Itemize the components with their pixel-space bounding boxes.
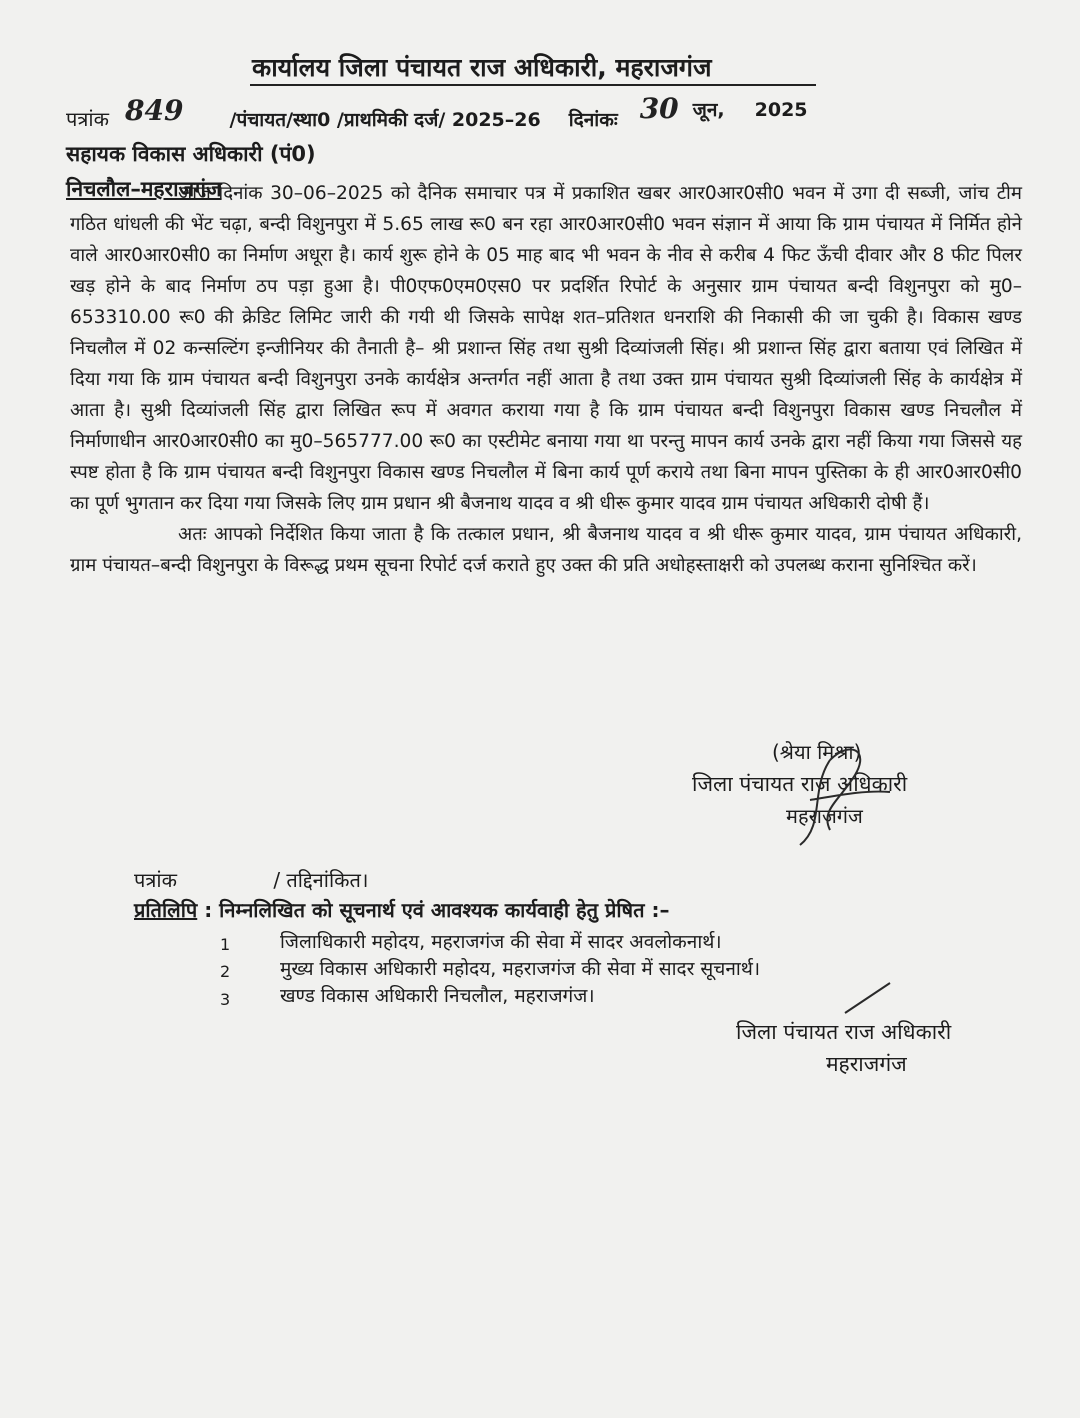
copy-reference-line <box>134 866 614 893</box>
copy-item-text: खण्ड विकास अधिकारी निचलौल, महराजगंज। <box>280 985 595 1007</box>
copy-item-number: 2 <box>220 962 231 981</box>
letter-body <box>70 178 1022 581</box>
copy-item-number: 3 <box>220 990 231 1009</box>
date-month: जून, <box>692 99 725 121</box>
addressee-place: निचलौल–महराजगंज <box>66 177 222 201</box>
reference-line <box>66 92 1006 133</box>
initial-stroke <box>840 978 900 1018</box>
addressee-designation: सहायक विकास अधिकारी (पं0) <box>66 142 316 166</box>
signatory-designation: जिला पंचायत राज अधिकारी <box>692 772 908 796</box>
body-paragraph-2: अतः आपको निर्देशित किया जाता है कि तत्काल प्रधान, श्री बैजनाथ यादव व श्री धीरू कुमार यादव, ग्राम पंचायत अधिकारी, ग्राम पंचायत–बन्दी विशुनपुरा के विरूद्ध प्रथम सूचना रिपोर्ट दर्ज कराते हुए उक्त की प्रति अधोहस्ताक्षरी को उपलब्ध कराना सुनिश्चित करें। <box>70 524 1022 576</box>
copy-label: प्रतिलिपि <box>134 898 198 922</box>
signatory-name: (श्रेया मिश्रा) <box>772 740 862 764</box>
footer-designation: जिला पंचायत राज अधिकारी <box>736 1020 952 1044</box>
body-paragraph-1: आज दिनांक 30–06–2025 को दैनिक समाचार पत्र में प्रकाशित खबर आर0आर0सी0 भवन में उगा दी सब्जी, जांच टीम गठित धांधली की भेंट चढ़ा, बन्दी विशुनपुरा में 5.65 लाख रू0 बन रहा आर0आर0सी0 भवन संज्ञान में आया कि ग्राम पंचायत में निर्मित होने वाले आर0आर0सी0 का निर्माण अधूरा है। कार्य शुरू होने के 05 माह बाद भी भवन के नीव से करीब 4 फिट ऊँची दीवार और 8 फीट पिलर खड़ होने के बाद निर्माण ठप पड़ा हुआ है। पी0एफ0एम0एस0 पर प्रदर्शित रिपोर्ट के अनुसार ग्राम पंचायत बन्दी विशुनपुरा को मु0–653310.00 रू0 की क्रेडिट लिमिट जारी की गयी थी जिसके सापेक्ष शत–प्रतिशत धनराशि की निकासी की जा चुकी है। विकास खण्ड निचलौल में 02 कन्सल्टिंग इन्जीनियर की तैनाती है– श्री प्रशान्त सिंह तथा सुश्री दिव्यांजली सिंह। श्री प्रशान्त सिंह द्वारा बताया एवं लिखित में दिया गया कि ग्राम पंचायत बन्दी विशुनपुरा उनके कार्यक्षेत्र अन्तर्गत नहीं आता है तथा उक्त ग्राम पंचायत सुश्री दिव्यांजली सिंह के कार्यक्षेत्र में आता है। सुश्री दिव्यांजली सिंह द्वारा लिखित रूप में अवगत कराया गया है कि ग्राम पंचायत बन्दी विशुनपुरा विकास खण्ड निचलौल में निर्माणाधीन आर0आर0सी0 का मु0–565777.00 रू0 का एस्टीमेट बनाया गया था परन्तु मापन कार्य उनके द्वारा नहीं किया गया जिससे यह स्पष्ट होता है कि ग्राम पंचायत बन्दी विशुनपुरा विकास खण्ड निचलौल में बिना कार्य पूर्ण कराये तथा बिना मापन पुस्तिका के ही आर0आर0सी0 का पूर्ण भुगतान कर दिया गया जिसके लिए ग्राम प्रधान श्री बैजनाथ यादव व श्री धीरू कुमार यादव ग्राम पंचायत अधिकारी दोषी हैं। <box>70 183 1022 514</box>
date-day: 30 <box>639 92 679 125</box>
reference-prefix: पत्रांक <box>66 107 109 131</box>
copy-intro <box>134 896 669 923</box>
footer-place: महराजगंज <box>826 1052 907 1076</box>
signature-scribble <box>770 730 920 850</box>
title-underline <box>250 84 816 86</box>
signatory-place: महराजगंज <box>786 804 863 828</box>
copy-item-text: जिलाधिकारी महोदय, महराजगंज की सेवा में सादर अवलोकनार्थ। <box>280 931 722 953</box>
date-year: 2025 <box>754 99 808 121</box>
copy-ref-suffix: / तद्दिनांकित। <box>273 868 369 892</box>
copy-item-number: 1 <box>220 935 231 954</box>
office-title: कार्यालय जिला पंचायत राज अधिकारी, महराजगंज <box>252 53 712 82</box>
copy-intro-text: : निम्नलिखित को सूचनार्थ एवं आवश्यक कार्यवाही हेतु प्रेषित :– <box>204 898 670 922</box>
reference-number: 849 <box>125 94 184 127</box>
copy-ref-prefix: पत्रांक <box>134 868 177 892</box>
date-label: दिनांकः <box>568 109 618 131</box>
reference-path: /पंचायत/स्था0 /प्राथमिकी दर्ज/ 2025–26 <box>229 109 541 131</box>
copy-item-text: मुख्य विकास अधिकारी महोदय, महराजगंज की सेवा में सादर सूचनार्थ। <box>280 958 761 980</box>
